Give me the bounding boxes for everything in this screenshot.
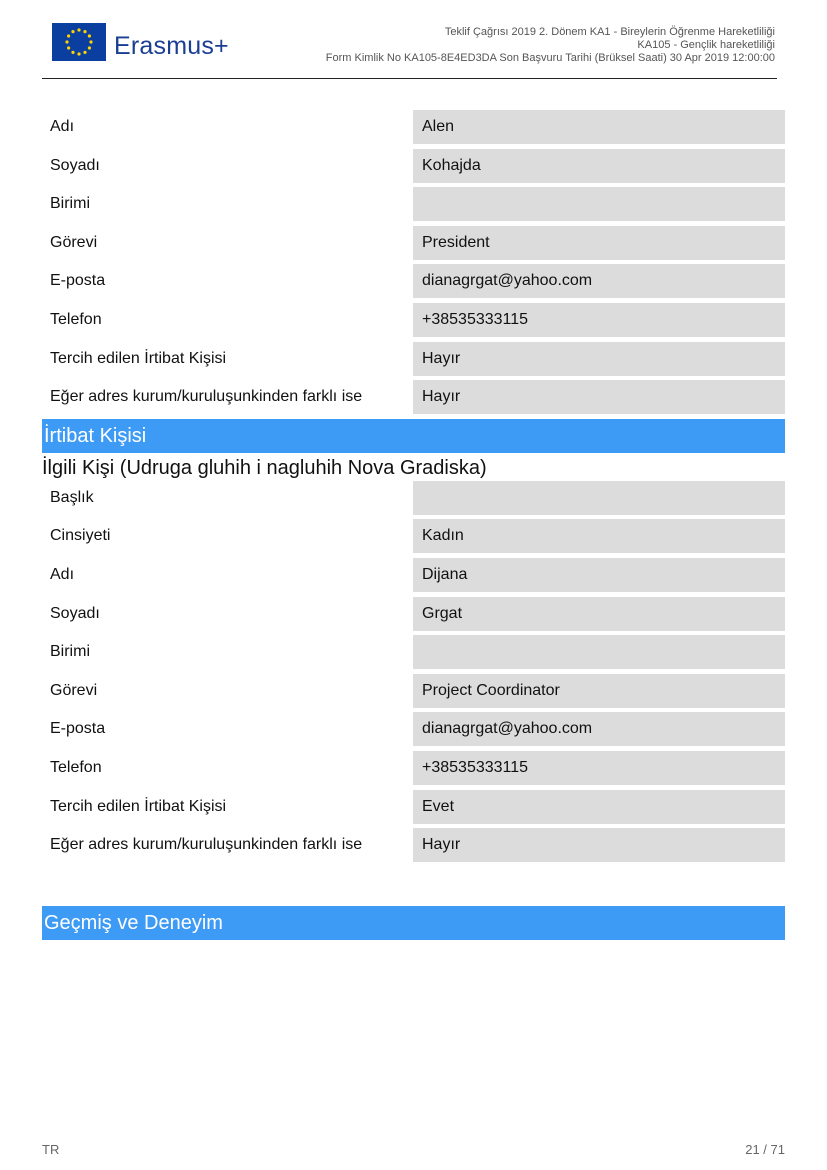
field-value-box xyxy=(413,481,785,515)
field-label: Soyadı xyxy=(50,604,100,622)
action-type: KA105 - Gençlik hareketliliği xyxy=(637,39,775,51)
field-value-box xyxy=(413,149,785,183)
field-value-box xyxy=(413,519,785,553)
erasmus-logo xyxy=(52,22,229,61)
field-row xyxy=(42,149,785,188)
field-label: Cinsiyeti xyxy=(50,527,111,545)
field-value-box xyxy=(413,264,785,298)
field-value: Alen xyxy=(422,118,455,135)
field-row xyxy=(42,303,785,342)
eu-flag-icon xyxy=(52,23,106,61)
field-row xyxy=(42,828,785,867)
field-label: E-posta xyxy=(50,720,106,738)
field-row xyxy=(42,674,785,713)
page-number: 21 / 71 xyxy=(745,1142,785,1157)
field-value-box xyxy=(413,828,785,862)
field-value: Project Coordinator xyxy=(422,681,560,699)
field-value-box xyxy=(413,303,785,337)
field-value-box xyxy=(413,751,785,785)
field-value: Evet xyxy=(422,797,455,815)
field-value: +38535333115 xyxy=(422,310,529,328)
field-row xyxy=(42,712,785,751)
field-value: dianagrgat@yahoo.com xyxy=(422,720,593,738)
brand-name: Erasmus+ xyxy=(114,32,229,60)
field-label: Adı xyxy=(50,118,75,135)
field-value-box xyxy=(413,342,785,376)
field-row xyxy=(42,751,785,790)
field-row xyxy=(42,110,785,149)
field-value-box xyxy=(413,380,785,414)
field-row xyxy=(42,635,785,674)
field-value: Hayır xyxy=(422,836,461,854)
page-header xyxy=(42,20,777,79)
field-value-box xyxy=(413,635,785,669)
field-value-box xyxy=(413,226,785,260)
field-row xyxy=(42,790,785,829)
field-label: Başlık xyxy=(50,488,94,506)
field-label: Görevi xyxy=(50,233,98,251)
field-label: Telefon xyxy=(50,758,102,776)
field-row xyxy=(42,264,785,303)
field-value-box xyxy=(413,558,785,592)
section-header-contact: İrtibat Kişisi xyxy=(42,419,785,453)
field-value-box xyxy=(413,187,785,221)
form-id: Form Kimlik No KA105-8E4ED3DA Son Başvuru Tarihi (Brüksel Saati) 30 Apr 2019 12:00:00 xyxy=(325,52,775,64)
field-value: Kadın xyxy=(422,527,464,545)
field-label: Tercih edilen İrtibat Kişisi xyxy=(50,797,227,815)
field-row xyxy=(42,342,785,381)
contact-fields xyxy=(42,481,785,867)
call-title: Teklif Çağrısı 2019 2. Dönem KA1 - Bireylerin Öğrenme Hareketliliği xyxy=(444,26,775,38)
field-value-box xyxy=(413,790,785,824)
legal-rep-fields xyxy=(42,110,785,419)
field-value: Dijana xyxy=(422,565,468,583)
field-row xyxy=(42,380,785,419)
field-value: Hayır xyxy=(422,349,461,367)
field-value: Grgat xyxy=(422,604,463,622)
field-label: E-posta xyxy=(50,272,106,290)
field-value-box xyxy=(413,110,785,144)
field-row xyxy=(42,187,785,226)
form-content xyxy=(42,110,785,940)
field-value: dianagrgat@yahoo.com xyxy=(422,272,593,290)
field-row xyxy=(42,519,785,558)
field-value-box xyxy=(413,597,785,631)
field-row xyxy=(42,481,785,520)
spacer xyxy=(42,867,785,906)
header-info xyxy=(326,26,775,65)
field-label: Görevi xyxy=(50,681,98,699)
field-label: Telefon xyxy=(50,310,102,328)
field-value: +38535333115 xyxy=(422,758,529,776)
field-value-box xyxy=(413,712,785,746)
field-value: Hayır xyxy=(422,388,461,406)
field-value: Kohajda xyxy=(422,156,481,174)
field-label: Eğer adres kurum/kuruluşunkinden farklı ise xyxy=(50,836,363,854)
section-header-background: Geçmiş ve Deneyim xyxy=(42,906,785,940)
field-label: Soyadı xyxy=(50,156,100,174)
field-label: Tercih edilen İrtibat Kişisi xyxy=(50,349,227,367)
contact-subtitle: İlgili Kişi (Udruga gluhih i nagluhih Nova Gradiska) xyxy=(42,456,487,479)
field-label: Eğer adres kurum/kuruluşunkinden farklı ise xyxy=(50,388,363,406)
field-label: Birimi xyxy=(50,643,90,661)
footer-language: TR xyxy=(42,1142,60,1157)
field-label: Adı xyxy=(50,565,75,583)
field-row xyxy=(42,597,785,636)
field-row xyxy=(42,558,785,597)
field-value: President xyxy=(422,233,490,251)
field-row xyxy=(42,226,785,265)
field-value-box xyxy=(413,674,785,708)
field-label: Birimi xyxy=(50,195,90,213)
